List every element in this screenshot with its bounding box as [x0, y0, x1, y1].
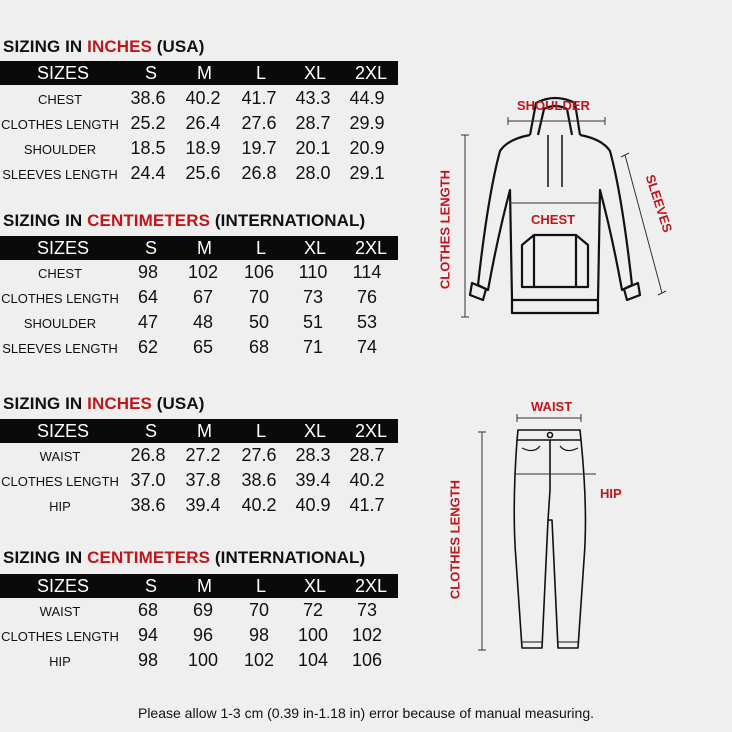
header-s: S	[145, 421, 158, 441]
sleeves-label: SLEEVES	[642, 172, 676, 235]
cell: 70	[248, 600, 270, 620]
cell: 73	[302, 287, 324, 307]
title-accent: CENTIMETERS	[87, 548, 211, 567]
cell: 64	[137, 287, 159, 307]
shoulder-measure-line	[508, 117, 605, 125]
cell: 100	[187, 650, 219, 670]
hoodie-diagram	[430, 95, 680, 325]
row-label: HIP	[49, 654, 71, 669]
title-prefix: SIZING IN	[3, 394, 88, 413]
header-2xl: 2XL	[355, 238, 388, 258]
cell: 26.8	[241, 163, 277, 183]
cell: 20.9	[349, 138, 385, 158]
table-row	[0, 163, 400, 188]
hoodie-length-label: CLOTHES LENGTH	[437, 169, 453, 290]
row-label: CLOTHES LENGTH	[1, 117, 119, 132]
row-label: CLOTHES LENGTH	[1, 474, 119, 489]
header-s: S	[145, 576, 158, 596]
cell: 29.1	[349, 163, 385, 183]
cell: 94	[137, 625, 159, 645]
table-header	[0, 61, 398, 85]
left-cuff	[470, 283, 486, 300]
pants-length-measure-line	[478, 432, 486, 650]
header-sizes: SIZES	[37, 421, 90, 441]
cell: 50	[248, 312, 270, 332]
header-l: L	[256, 238, 267, 258]
cell: 114	[352, 262, 382, 282]
button	[548, 433, 553, 438]
cell: 19.7	[241, 138, 277, 158]
table-row	[0, 287, 400, 312]
pants-length-label: CLOTHES LENGTH	[447, 479, 463, 600]
cell: 110	[298, 262, 328, 282]
row-label: SHOULDER	[23, 316, 97, 331]
cell: 27.2	[185, 445, 221, 465]
cell: 47	[137, 312, 159, 332]
waistband	[517, 430, 581, 440]
header-2xl: 2XL	[355, 63, 388, 83]
row-label: SLEEVES LENGTH	[2, 167, 118, 182]
pants-diagram	[470, 410, 630, 660]
title-accent: INCHES	[87, 37, 152, 56]
fly	[548, 440, 550, 520]
cell: 102	[187, 262, 219, 282]
header-l: L	[256, 421, 267, 441]
table-header	[0, 574, 398, 598]
table-header	[0, 236, 398, 260]
row-label: CLOTHES LENGTH	[1, 629, 119, 644]
cell: 37.0	[130, 470, 166, 490]
header-sizes: SIZES	[37, 63, 90, 83]
title-suffix: (USA)	[151, 394, 205, 413]
cell: 28.7	[349, 445, 385, 465]
cell: 26.4	[185, 113, 221, 133]
row-label: CHEST	[37, 92, 83, 107]
cell: 27.6	[241, 445, 277, 465]
cell: 24.4	[130, 163, 166, 183]
title-suffix: (USA)	[151, 37, 205, 56]
row-label: WAIST	[39, 449, 81, 464]
header-m: M	[197, 238, 212, 258]
cell: 100	[297, 625, 329, 645]
cell: 72	[302, 600, 324, 620]
row-label: HIP	[49, 499, 71, 514]
header-2xl: 2XL	[355, 576, 388, 596]
header-xl: XL	[304, 421, 327, 441]
cell: 40.9	[295, 495, 331, 515]
cell: 68	[137, 600, 159, 620]
cell: 25.6	[185, 163, 221, 183]
cell: 44.9	[349, 88, 385, 108]
header-m: M	[197, 576, 212, 596]
cell: 102	[351, 625, 383, 645]
cell: 51	[302, 312, 324, 332]
hip-label: HIP	[600, 486, 622, 501]
title-prefix: SIZING IN	[3, 211, 88, 230]
cell: 28.7	[295, 113, 331, 133]
header-sizes: SIZES	[37, 576, 90, 596]
header-xl: XL	[304, 576, 327, 596]
cell: 28.3	[295, 445, 331, 465]
hem-band	[512, 300, 598, 313]
chest-label: CHEST	[531, 212, 576, 227]
cell: 20.1	[295, 138, 331, 158]
cell: 73	[356, 600, 378, 620]
cell: 102	[243, 650, 275, 670]
cell: 68	[248, 337, 270, 357]
table-row	[0, 495, 400, 520]
header-m: M	[197, 63, 212, 83]
shoulder-label: SHOULDER	[517, 98, 590, 113]
cell: 39.4	[185, 495, 221, 515]
table-row	[0, 138, 400, 163]
pocket	[522, 235, 588, 287]
header-m: M	[197, 421, 212, 441]
header-l: L	[256, 576, 267, 596]
cell: 28.0	[295, 163, 331, 183]
table-row	[0, 445, 400, 470]
length-measure-line	[461, 135, 469, 317]
cell: 98	[137, 650, 159, 670]
cell: 29.9	[349, 113, 385, 133]
cell: 41.7	[241, 88, 277, 108]
table-row	[0, 88, 400, 113]
cell: 106	[351, 650, 383, 670]
title-prefix: SIZING IN	[3, 37, 88, 56]
right-cuff	[624, 283, 640, 300]
title-prefix: SIZING IN	[3, 548, 88, 567]
title-suffix: (INTERNATIONAL)	[210, 548, 366, 567]
cell: 71	[302, 337, 324, 357]
measurement-note: Please allow 1-3 cm (0.39 in-1.18 in) error because of manual measuring.	[137, 705, 594, 721]
cell: 37.8	[185, 470, 221, 490]
table-row	[0, 337, 400, 362]
row-label: CLOTHES LENGTH	[1, 291, 119, 306]
waist-measure-line	[517, 414, 581, 422]
cell: 41.7	[349, 495, 385, 515]
cell: 27.6	[241, 113, 277, 133]
title-suffix: (INTERNATIONAL)	[210, 211, 366, 230]
table-row	[0, 625, 400, 650]
waist-label: WAIST	[531, 399, 573, 414]
cell: 62	[137, 337, 159, 357]
cell: 38.6	[241, 470, 277, 490]
cell: 53	[356, 312, 378, 332]
row-label: CHEST	[37, 266, 83, 281]
table-row	[0, 312, 400, 337]
header-s: S	[145, 63, 158, 83]
cell: 38.6	[130, 495, 166, 515]
drawstrings	[548, 135, 562, 187]
table-title	[3, 394, 205, 414]
cell: 25.2	[130, 113, 166, 133]
table-row	[0, 113, 400, 138]
cell: 40.2	[185, 88, 221, 108]
header-xl: XL	[304, 63, 327, 83]
header-xl: XL	[304, 238, 327, 258]
header-sizes: SIZES	[37, 238, 90, 258]
cell: 96	[192, 625, 214, 645]
cell: 76	[356, 287, 378, 307]
cell: 69	[192, 600, 214, 620]
cell: 98	[248, 625, 270, 645]
table-row	[0, 600, 400, 625]
row-label: SHOULDER	[23, 142, 97, 157]
header-l: L	[256, 63, 267, 83]
cell: 67	[192, 287, 214, 307]
cell: 98	[137, 262, 159, 282]
cell: 106	[243, 262, 275, 282]
title-accent: CENTIMETERS	[87, 211, 211, 230]
cell: 40.2	[241, 495, 277, 515]
cell: 18.9	[185, 138, 221, 158]
header-s: S	[145, 238, 158, 258]
cell: 70	[248, 287, 270, 307]
cell: 43.3	[295, 88, 331, 108]
table-title	[3, 37, 205, 57]
cell: 104	[297, 650, 329, 670]
table-row	[0, 650, 400, 675]
table-header	[0, 419, 398, 443]
row-label: SLEEVES LENGTH	[2, 341, 118, 356]
title-accent: INCHES	[87, 394, 152, 413]
table-title	[3, 211, 365, 231]
table-row	[0, 262, 400, 287]
cell: 26.8	[130, 445, 166, 465]
cell: 18.5	[130, 138, 166, 158]
row-label: WAIST	[39, 604, 81, 619]
table-row	[0, 470, 400, 495]
table-title	[3, 548, 365, 568]
header-2xl: 2XL	[355, 421, 388, 441]
cell: 48	[192, 312, 214, 332]
cell: 65	[192, 337, 214, 357]
cell: 39.4	[295, 470, 331, 490]
cell: 74	[356, 337, 378, 357]
cell: 40.2	[349, 470, 385, 490]
cell: 38.6	[130, 88, 166, 108]
